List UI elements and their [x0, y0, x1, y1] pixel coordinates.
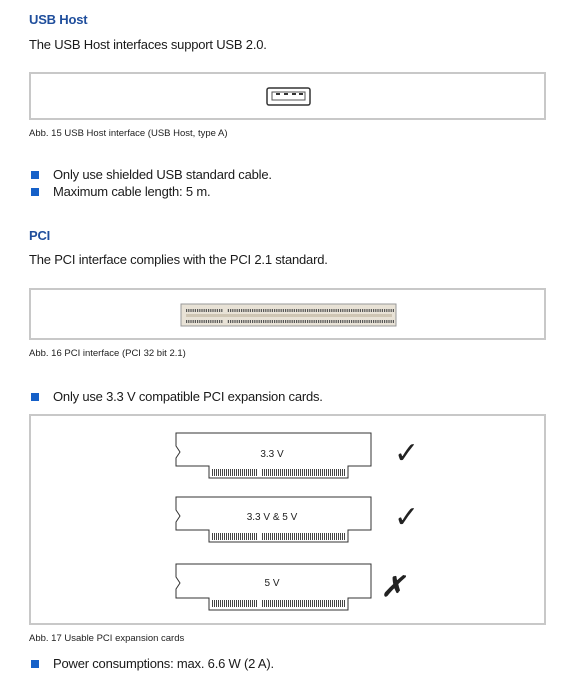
bullet-marker: [31, 171, 39, 179]
pci-cards-figure: [29, 414, 546, 625]
pci-card-5v: [176, 564, 407, 610]
pci-figure: [29, 288, 546, 340]
usb-port-icon: [31, 74, 544, 118]
power-bullet: Power consumptions: max. 6.6 W (2 A).: [53, 656, 274, 671]
usb-heading: USB Host: [29, 12, 88, 27]
pci-cards-diagram: [31, 416, 544, 623]
pci-caption: Abb. 16 PCI interface (PCI 32 bit 2.1): [29, 348, 186, 359]
cross-icon: ✗: [381, 571, 405, 602]
pci-bullet: Only use 3.3 V compatible PCI expansion cards.: [53, 389, 323, 404]
usb-bullet-1: Only use shielded USB standard cable.: [53, 167, 272, 182]
check-icon: ✓: [394, 437, 420, 470]
usb-caption: Abb. 15 USB Host interface (USB Host, type A): [29, 128, 228, 139]
bullet-marker: [31, 393, 39, 401]
usb-intro: The USB Host interfaces support USB 2.0.: [29, 37, 267, 52]
card-voltage-label: 5 V: [264, 578, 280, 589]
card-voltage-label: 3.3 V: [260, 449, 284, 460]
pci-card-3v3: [176, 433, 419, 478]
pci-heading: PCI: [29, 228, 51, 243]
pci-card-3v3-5v: [176, 497, 419, 542]
usb-figure: [29, 72, 546, 120]
check-icon: ✓: [394, 501, 420, 534]
pci-slot-icon: [31, 290, 544, 338]
card-voltage-label: 3.3 V & 5 V: [246, 512, 298, 523]
cards-caption: Abb. 17 Usable PCI expansion cards: [29, 633, 185, 644]
pci-intro: The PCI interface complies with the PCI 2.1 standard.: [29, 252, 328, 267]
bullet-marker: [31, 188, 39, 196]
usb-bullet-2: Maximum cable length: 5 m.: [53, 184, 211, 199]
bullet-marker: [31, 660, 39, 668]
